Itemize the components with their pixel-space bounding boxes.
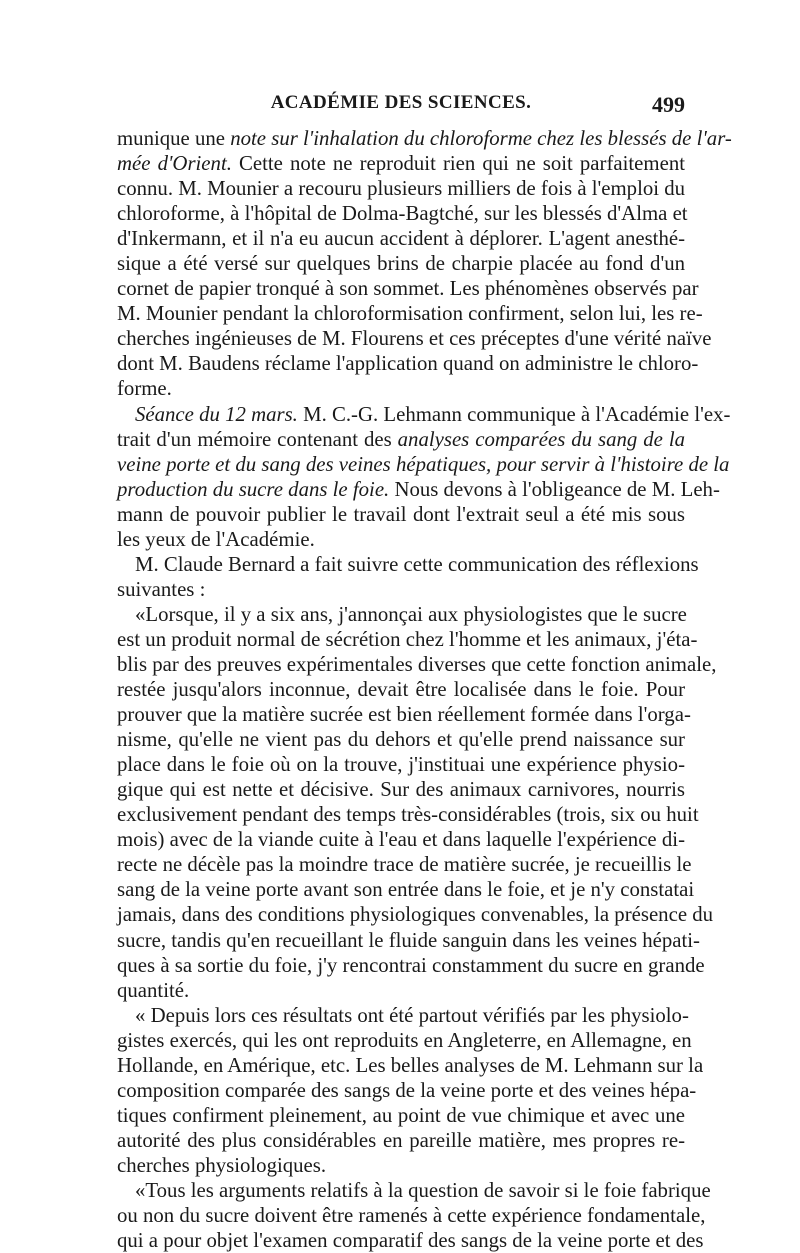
text-run: prouver que la matière sucrée est bien réellement formée dans l'orga- — [117, 703, 691, 727]
text-line — [117, 326, 712, 351]
text-run: ques à sa sortie du foie, j'y rencontrai constamment du sucre en grande — [117, 953, 705, 977]
text-run: cherches physiologiques. — [117, 1153, 327, 1177]
text-line — [117, 677, 685, 702]
text-run: trait d'un mémoire contenant des — [117, 427, 398, 451]
text-line — [117, 552, 699, 577]
text-run: sucre, tandis qu'en recueillant le fluide sanguin dans les veines hépati- — [117, 928, 700, 952]
text-line — [117, 351, 699, 376]
text-line — [117, 752, 685, 777]
text-line — [117, 402, 731, 427]
text-line — [117, 527, 685, 552]
text-run: chloroforme, à l'hôpital de Dolma-Bagtché, sur les blessés d'Alma et — [117, 202, 688, 226]
text-run: recte ne décèle pas la moindre trace de matière sucrée, je recueillis le — [117, 853, 692, 877]
text-run: les yeux de l'Académie. — [117, 527, 315, 551]
text-run: blis par des preuves expérimentales diverses que cette fonction animale, — [117, 652, 717, 676]
text-run: sang de la veine porte avant son entrée dans le foie, et je n'y constatai — [117, 878, 695, 902]
text-line — [117, 1178, 711, 1203]
text-line — [117, 1028, 692, 1053]
text-line — [117, 452, 730, 477]
text-line — [117, 978, 685, 1003]
text-line — [117, 1228, 704, 1253]
text-run: est un produit normal de sécrétion chez l'homme et les animaux, j'éta- — [117, 627, 698, 651]
text-run: nisme, qu'elle ne vient pas du dehors et qu'elle prend naissance sur — [117, 728, 685, 752]
text-run: autorité des plus considérables en pareille matière, mes propres re- — [117, 1128, 685, 1152]
text-line — [117, 577, 685, 602]
text-run: d'Inkermann, et il n'a eu aucun accident à déplorer. L'agent anesthé- — [117, 227, 685, 251]
text-line — [117, 902, 714, 927]
italic-text: veine porte et du sang des veines hépatiques, pour servir à l'histoire de la — [117, 452, 730, 476]
text-line — [117, 1128, 685, 1153]
text-run: quantité. — [117, 978, 190, 1002]
body-text — [117, 126, 732, 1253]
text-run: ou non du sucre doivent être ramenés à cette expérience fondamentale, — [117, 1204, 706, 1228]
text-line — [117, 301, 703, 326]
text-run: gique qui est nette et décisive. Sur des animaux carnivores, nourris — [117, 778, 685, 802]
text-line — [117, 727, 685, 752]
text-line — [117, 627, 698, 652]
text-line — [117, 602, 685, 627]
text-run: qui a pour objet l'examen comparatif des sangs de la veine porte et des — [117, 1229, 704, 1253]
text-line — [117, 427, 685, 452]
text-run: «Tous les arguments relatifs à la question de savoir si le foie fabrique — [135, 1178, 711, 1202]
text-line — [117, 928, 700, 953]
text-line — [117, 1053, 704, 1078]
text-run: cornet de papier tronqué à son sommet. Les phénomènes observés par — [117, 277, 699, 301]
text-line — [117, 827, 685, 852]
text-run: tiques confirment pleinement, au point de vue chimique et avec une — [117, 1103, 685, 1127]
text-run: mann de pouvoir publier le travail dont l'extrait seul a été mis sous — [117, 502, 685, 526]
running-head — [117, 92, 685, 122]
text-run: jamais, dans des conditions physiologiques convenables, la présence du — [117, 903, 714, 927]
text-line — [117, 251, 685, 276]
text-line — [117, 176, 685, 201]
text-line — [117, 953, 705, 978]
text-run: « Depuis lors ces résultats ont été partout vérifiés par les physiolo- — [135, 1003, 689, 1027]
text-run: mois) avec de la viande cuite à l'eau et dans laquelle l'expérience di- — [117, 828, 685, 852]
text-run: place dans le foie où on la trouve, j'instituai une expérience physio- — [117, 753, 685, 777]
text-line — [117, 877, 695, 902]
text-line — [117, 126, 732, 151]
text-run: gistes exercés, qui les ont reproduits en Angleterre, en Allemagne, en — [117, 1028, 692, 1052]
text-run: dont M. Baudens réclame l'application quand on administre le chloro- — [117, 352, 699, 376]
italic-text: Séance du 12 mars. — [135, 402, 298, 426]
text-line — [117, 226, 685, 251]
text-line — [117, 201, 688, 226]
text-run: Nous devons à l'obligeance de M. Leh- — [389, 477, 720, 501]
text-line — [117, 276, 699, 301]
italic-text: production du sucre dans le foie. — [117, 477, 390, 501]
page-number: 499 — [652, 92, 685, 117]
text-run: munique une — [117, 127, 231, 150]
text-run: suivantes : — [117, 577, 206, 601]
text-line — [117, 652, 717, 677]
italic-text: note sur l'inhalation du chloroforme chez les blessés de l'ar- — [230, 127, 732, 150]
text-line — [117, 151, 685, 176]
text-line — [117, 1078, 697, 1103]
text-run: composition comparée des sangs de la veine porte et des veines hépa- — [117, 1078, 697, 1102]
text-line — [117, 376, 685, 401]
italic-text: mée d'Orient. — [117, 152, 232, 176]
text-run: forme. — [117, 377, 172, 401]
text-line — [117, 502, 685, 527]
italic-text: analyses comparées du sang de la — [397, 427, 685, 451]
text-run: sique a été versé sur quelques brins de charpie placée au fond d'un — [117, 252, 685, 276]
text-line — [117, 777, 685, 802]
header-title: ACADÉMIE DES SCIENCES. — [270, 92, 532, 113]
text-run: «Lorsque, il y a six ans, j'annonçai aux physiologistes que le sucre — [135, 602, 687, 626]
text-run: M. C.-G. Lehmann communique à l'Académie l'ex- — [297, 402, 731, 426]
text-line — [117, 802, 699, 827]
text-run: M. Claude Bernard a fait suivre cette communication des réflexions — [135, 552, 699, 576]
text-run: Hollande, en Amérique, etc. Les belles analyses de M. Lehmann sur la — [117, 1053, 704, 1077]
text-run: cherches ingénieuses de M. Flourens et ces préceptes d'une vérité naïve — [117, 327, 712, 351]
text-run: connu. M. Mounier a recouru plusieurs milliers de fois à l'emploi du — [117, 177, 686, 201]
text-line — [117, 1103, 685, 1128]
text-line — [117, 1153, 685, 1178]
text-run: exclusivement pendant des temps très-considérables (trois, six ou huit — [117, 803, 699, 827]
text-run: restée jusqu'alors inconnue, devait être localisée dans le foie. Pour — [117, 678, 685, 702]
text-run: M. Mounier pendant la chloroformisation confirment, selon lui, les re- — [117, 302, 703, 326]
text-run: Cette note ne reproduit rien qui ne soit parfaitement — [231, 152, 685, 176]
text-line — [117, 1203, 706, 1228]
text-line — [117, 852, 692, 877]
text-line — [117, 702, 691, 727]
text-line — [117, 477, 720, 502]
text-line — [117, 1003, 689, 1028]
